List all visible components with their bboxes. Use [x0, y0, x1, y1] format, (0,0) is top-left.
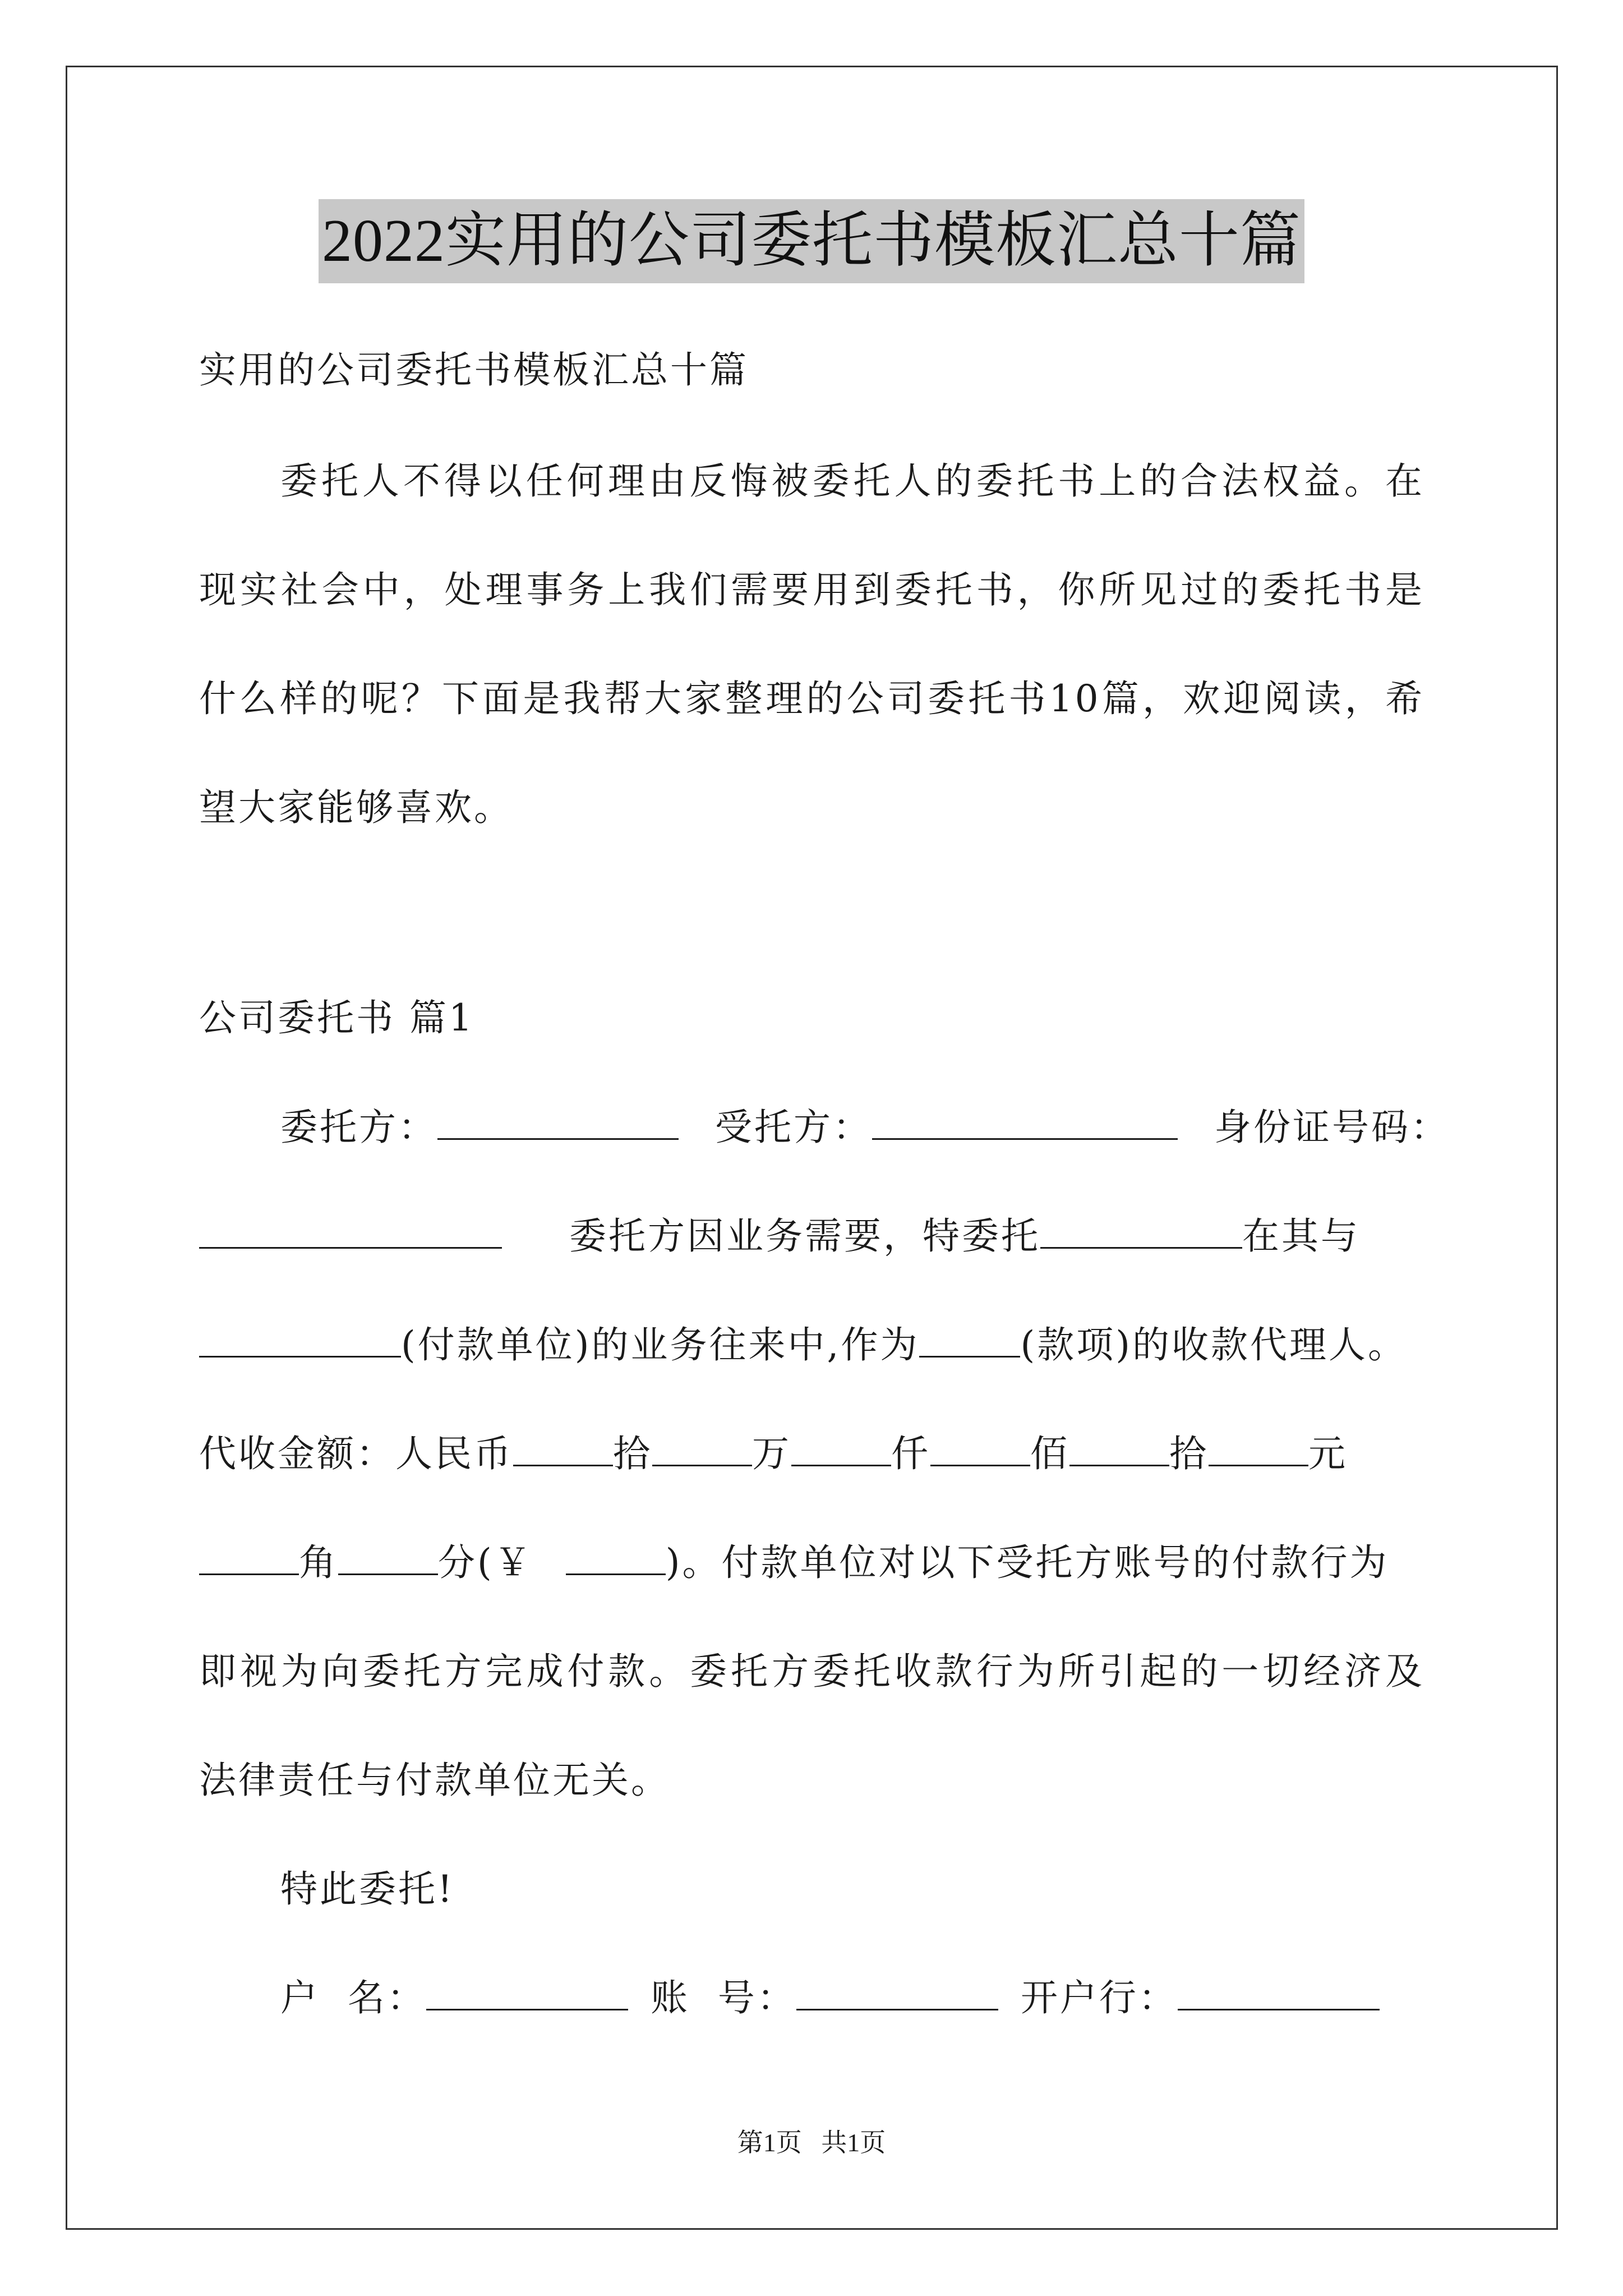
jiao-label: 角	[299, 1541, 338, 1584]
amount-blank	[1069, 1432, 1169, 1466]
id-number-blank	[199, 1214, 502, 1249]
form-row-2	[199, 1211, 1360, 1262]
payment-item-text: (款项)的收款代理人。	[1020, 1323, 1407, 1366]
id-number-label: 身份证号码：	[1214, 1106, 1450, 1149]
form-row-5	[199, 1538, 1389, 1588]
unit-label: 元	[1308, 1432, 1348, 1475]
payment-text: 付款单位对以下受托方账号的付款行为	[721, 1541, 1389, 1584]
fen-blank	[338, 1540, 438, 1575]
unit-label: 仟	[891, 1432, 930, 1475]
title-container	[0, 199, 1623, 283]
account-name-label: 户 名：	[280, 1976, 426, 2019]
form-row-7: 法律责任与付款单位无关。	[199, 1759, 670, 1802]
payer-blank	[199, 1323, 401, 1358]
section-heading: 公司委托书 篇1	[199, 996, 474, 1039]
client-blank	[437, 1105, 679, 1140]
yuan-amount-blank	[566, 1540, 666, 1575]
close-paren: )。	[665, 1541, 722, 1584]
form-row-8	[280, 1973, 1380, 2023]
document-title: 2022实用的公司委托书模板汇总十篇	[319, 199, 1304, 283]
agent-blank	[1040, 1214, 1242, 1249]
form-row-4	[199, 1429, 1348, 1479]
form-row-1	[280, 1102, 1450, 1153]
account-number-blank	[796, 1976, 998, 2010]
unit-label: 佰	[1030, 1432, 1069, 1475]
form-row-3	[199, 1320, 1407, 1370]
document-subtitle: 实用的公司委托书模板汇总十篇	[199, 348, 749, 392]
amount-label: 代收金额：人民币	[199, 1432, 513, 1475]
unit-label: 拾	[1169, 1432, 1209, 1475]
unit-label: 万	[752, 1432, 791, 1475]
payment-item-blank	[919, 1323, 1020, 1358]
intro-line-3: 什么样的呢？下面是我帮大家整理的公司委托书10篇，欢迎阅读，希	[199, 677, 1424, 720]
amount-blank	[513, 1432, 613, 1466]
bank-blank	[1178, 1976, 1380, 2010]
jiao-blank	[199, 1540, 299, 1575]
form-row-6: 即视为向委托方完成付款。委托方委托收款行为所引起的一切经济及	[199, 1650, 1424, 1693]
entrust-text: 委托方因业务需要，特委托	[569, 1214, 1040, 1258]
account-number-label: 账 号：	[650, 1976, 796, 2019]
bank-label: 开户行：	[1020, 1976, 1178, 2019]
unit-label: 拾	[613, 1432, 652, 1475]
intro-line-4: 望大家能够喜欢。	[199, 786, 513, 829]
account-name-blank	[426, 1976, 628, 2010]
page-footer: 第1页 共1页	[737, 2128, 886, 2157]
amount-blank	[1209, 1432, 1308, 1466]
closing-text: 特此委托!	[280, 1867, 455, 1911]
amount-blank	[791, 1432, 891, 1466]
intro-line-2: 现实社会中，处理事务上我们需要用到委托书，你所见过的委托书是	[199, 568, 1424, 611]
trustee-label: 受托方：	[714, 1106, 872, 1149]
trustee-blank	[872, 1105, 1178, 1140]
fen-label: 分(￥	[438, 1541, 533, 1584]
entrust-text-2: 在其与	[1242, 1214, 1360, 1258]
payer-text: (付款单位)的业务往来中,作为	[401, 1323, 920, 1366]
amount-blank	[652, 1432, 752, 1466]
intro-line-1: 委托人不得以任何理由反悔被委托人的委托书上的合法权益。在	[280, 459, 1424, 503]
client-label: 委托方：	[280, 1106, 437, 1149]
amount-blank	[930, 1432, 1030, 1466]
